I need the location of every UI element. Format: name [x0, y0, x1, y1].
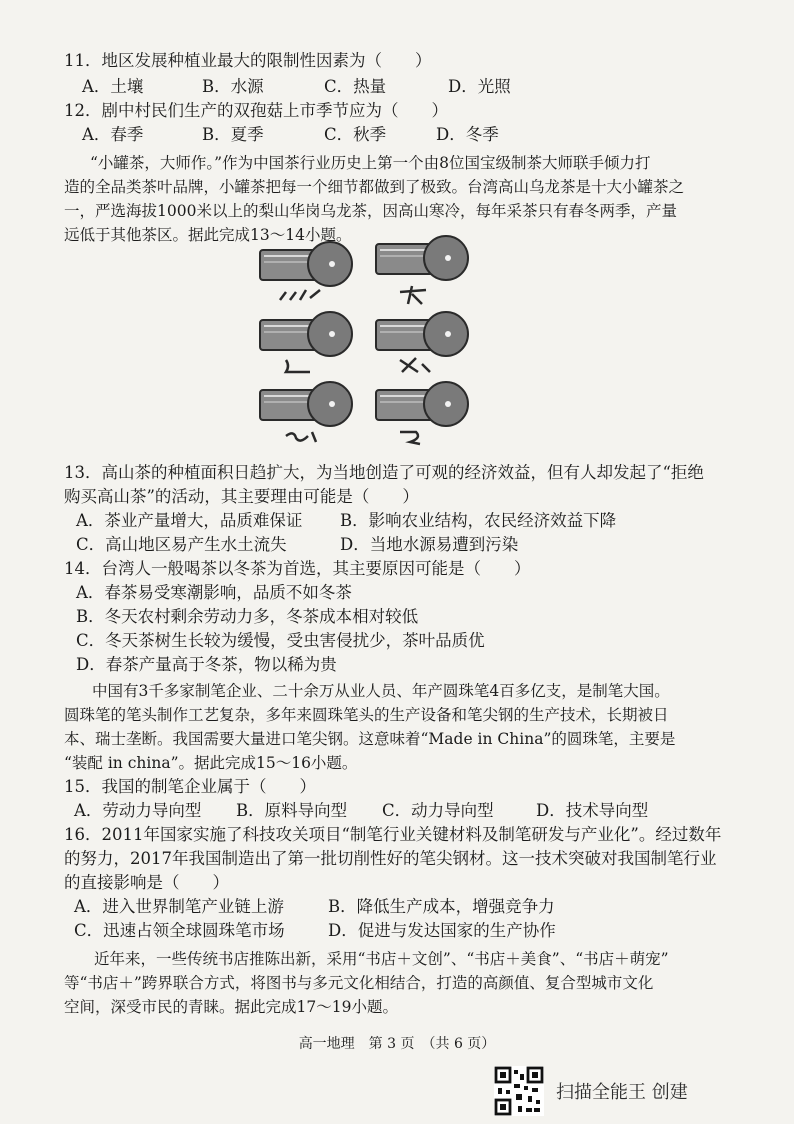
q11-option-b: B．水源 — [202, 77, 264, 96]
passage1-line-2: 造的全品类茶叶品牌，小罐茶把每一个细节都做到了极致。台湾高山乌龙茶是十大小罐茶之 — [64, 178, 685, 196]
passage1-line-4: 远低于其他茶区。据此完成13～14小题。 — [64, 226, 352, 244]
q11-option-a: A．土壤 — [82, 77, 144, 96]
passage1-line-1: “小罐茶，大师作。”作为中国茶行业历史上第一个由8位国宝级制茶大师联手倾力打 — [90, 154, 651, 172]
tea-can-illustration — [250, 232, 470, 450]
q12-option-c: C．秋季 — [324, 125, 387, 144]
passage1-line-3: 一，严选海拔1000米以上的梨山华岗乌龙茶，因高山寒冷，每年采茶只有春冬两季，产量 — [64, 202, 677, 220]
q16-stem-line-3: 的直接影响是（ ） — [64, 873, 229, 892]
q16-option-c: C．迅速占领全球圆珠笔市场 — [74, 921, 285, 940]
q14-option-c: C．冬天茶树生长较为缓慢，受虫害侵扰少，茶叶品质优 — [76, 631, 485, 650]
q16-stem-line-2: 的努力，2017年我国制造出了第一批切削性好的笔尖钢材。这一技术突破对我国制笔行业 — [64, 849, 717, 868]
tea-can-3 — [260, 312, 352, 356]
q12-option-a: A．春季 — [82, 125, 144, 144]
q15-option-d: D．技术导向型 — [536, 801, 649, 820]
q12-stem: 12．剧中村民们生产的双孢菇上市季节应为（ ） — [64, 101, 448, 120]
q14-option-a: A．春茶易受寒潮影响，品质不如冬茶 — [76, 583, 352, 602]
passage2-line-1: 中国有3千多家制笔企业、二十余万从业人员、年产圆珠笔4百多亿支，是制笔大国。 — [92, 682, 670, 700]
brush-stroke-3 — [286, 360, 310, 372]
q13-stem-line-2: 购买高山茶”的活动，其主要理由可能是（ ） — [64, 487, 419, 506]
q14-option-b: B．冬天农村剩余劳动力多，冬茶成本相对较低 — [76, 607, 419, 626]
q13-option-c: C．高山地区易产生水土流失 — [76, 535, 287, 554]
qr-code-icon — [494, 1066, 544, 1116]
passage3-line-2: 等“书店＋”跨界联合方式，将图书与多元文化相结合，打造的高颜值、复合型城市文化 — [64, 974, 654, 992]
q13-option-b: B．影响农业结构，农民经济效益下降 — [340, 511, 617, 530]
q14-stem: 14．台湾人一般喝茶以冬茶为首选，其主要原因可能是（ ） — [64, 559, 531, 578]
q11-option-d: D．光照 — [448, 77, 511, 96]
q16-stem-line-1: 16．2011年国家实施了科技攻关项目“制笔行业关键材料及制笔研发与产业化”。经过数年 — [64, 825, 722, 844]
q15-option-a: A．劳动力导向型 — [74, 801, 202, 820]
q11-stem: 11．地区发展种植业最大的限制性因素为（ ） — [64, 51, 432, 70]
passage2-line-4: “装配 in china”。据此完成15～16小题。 — [64, 754, 358, 772]
q16-option-b: B．降低生产成本，增强竞争力 — [328, 897, 555, 916]
q11-option-c: C．热量 — [324, 77, 387, 96]
tea-can-4 — [376, 312, 468, 356]
q16-option-d: D．促进与发达国家的生产协作 — [328, 921, 556, 940]
q15-option-b: B．原料导向型 — [236, 801, 348, 820]
scanner-watermark: 扫描全能王 创建 — [556, 1082, 688, 1103]
q12-option-d: D．冬季 — [436, 125, 499, 144]
tea-can-5 — [260, 382, 352, 426]
q13-stem-line-1: 13．高山茶的种植面积日趋扩大，为当地创造了可观的经济效益，但有人却发起了“拒绝 — [64, 463, 704, 482]
tea-can-2 — [376, 236, 468, 280]
q15-option-c: C．动力导向型 — [382, 801, 494, 820]
q14-option-d: D．春茶产量高于冬茶，物以稀为贵 — [76, 655, 337, 674]
tea-can-1 — [260, 242, 352, 286]
q16-option-a: A．进入世界制笔产业链上游 — [74, 897, 284, 916]
page-footer: 高一地理 第 3 页 （共 6 页） — [298, 1036, 496, 1052]
brush-stroke-4 — [400, 358, 430, 372]
q13-option-d: D．当地水源易遭到污染 — [340, 535, 519, 554]
passage2-line-3: 本、瑞士垄断。我国需要大量进口笔尖钢。这意味着“Made in China”的圆珠笔，主要是 — [64, 730, 676, 748]
passage3-line-1: 近年来，一些传统书店推陈出新，采用“书店＋文创”、“书店＋美食”、“书店＋萌宠” — [94, 950, 669, 968]
brush-stroke-6 — [400, 432, 420, 444]
brush-stroke-5 — [286, 432, 316, 442]
q15-stem: 15．我国的制笔企业属于（ ） — [64, 777, 316, 796]
passage3-line-3: 空间，深受市民的青睐。据此完成17～19小题。 — [64, 998, 398, 1016]
brush-stroke-1 — [280, 290, 320, 300]
q12-option-b: B．夏季 — [202, 125, 264, 144]
tea-can-6 — [376, 382, 468, 426]
passage2-line-2: 圆珠笔的笔头制作工艺复杂，多年来圆珠笔头的生产设备和笔尖钢的生产技术，长期被日 — [64, 706, 669, 724]
brush-stroke-2 — [400, 286, 426, 304]
q13-option-a: A．茶业产量增大，品质难保证 — [76, 511, 303, 530]
